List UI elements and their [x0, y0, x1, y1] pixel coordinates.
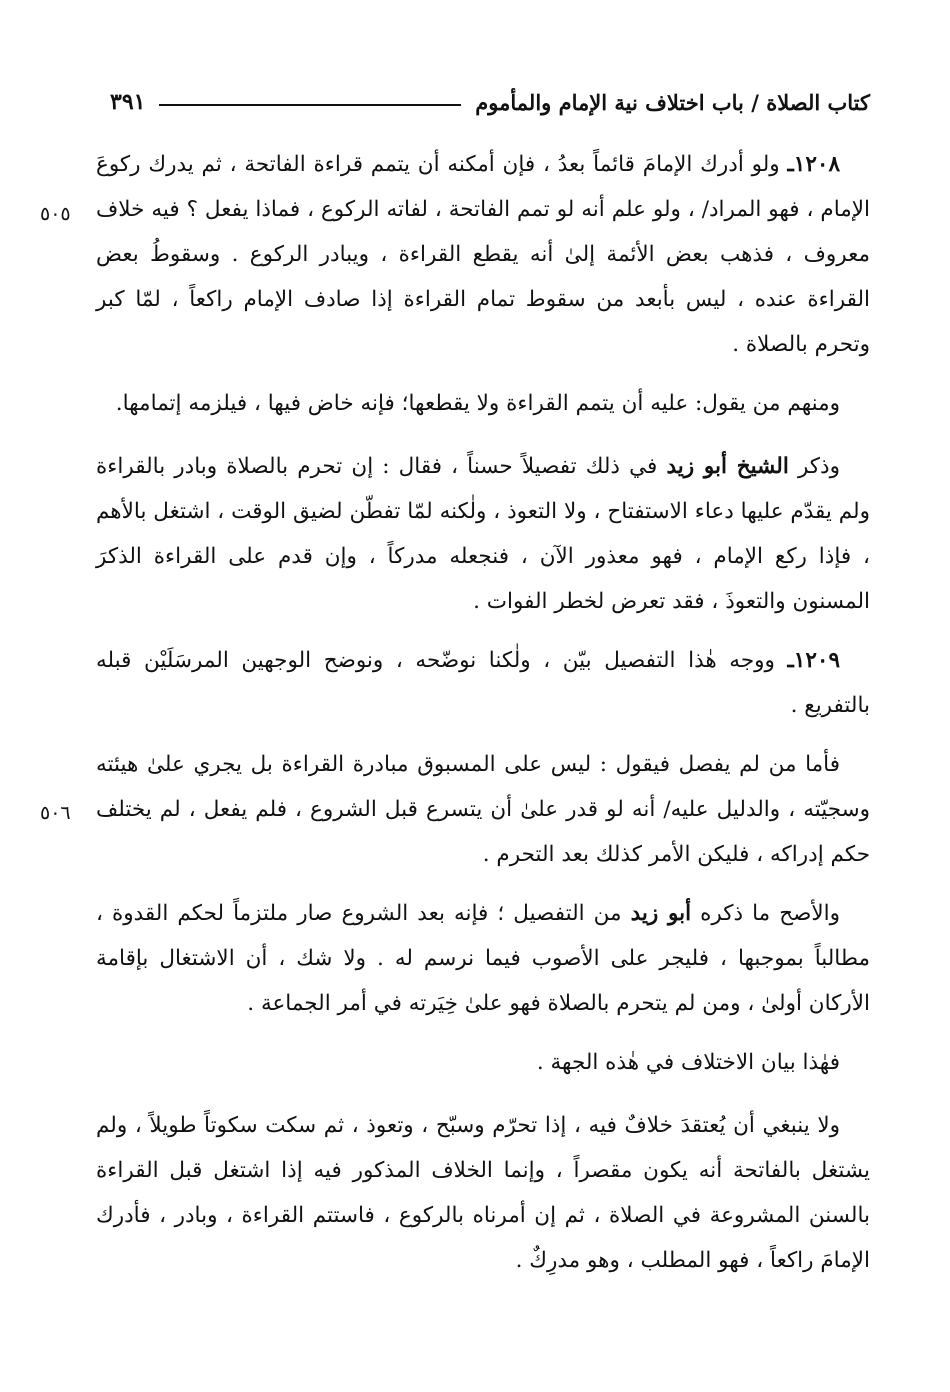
paragraph-1208 [96, 142, 870, 367]
scholar-name: أبو زيد [630, 901, 692, 926]
paragraph-1209 [96, 638, 870, 728]
header-rule [159, 104, 461, 106]
paragraph-final [96, 1103, 870, 1283]
paragraph-text: فأما من لم يفصل فيقول : ليس على المسبوق مبادرة القراءة بل يجري علىٰ هيئته وسجيّته ، والدليل عليه/ أنه لو قدر علىٰ أن يتسرع قبل الشروع ، فلم يفعل ، لم يختلف حكم إدراكه ، فليكن الأمر كذلك بعد التحرم . [96, 752, 870, 867]
margin-note-506: ٥٠٦ [40, 802, 71, 824]
paragraph-text: فهٰذا بيان الاختلاف في هٰذه الجهة . [536, 1050, 840, 1075]
scholar-name: الشيخ أبو زيد [666, 454, 789, 479]
paragraph-text: ولو أدرك الإمامَ قائماً بعدُ ، فإن أمكنه أن يتمم قراءة الفاتحة ، ثم يدرك ركوعَ الإمام ، فهو المراد/ ، ولو علم أنه لو تمم الفاتحة ، لفاته الركوع ، فماذا يفعل ؟ فيه خلاف معروف ، فذهب بعض الأئمة إلىٰ أنه يقطع القراءة ، ويبادر الركوع . وسقوطُ بعض القراءة عنده ، ليس بأبعد من سقوط تمام القراءة إذا صادف الإمام راكعاً ، لمّا كبر وتحرم بالصلاة . [96, 152, 870, 357]
paragraph-number: ١٢٠٨ـ [787, 152, 840, 177]
paragraph-abu-zayd-detail [96, 444, 870, 624]
margin-note-505: ٥٠٥ [40, 203, 71, 225]
header-title: كتاب الصلاة / باب اختلاف نية الإمام والمأموم [475, 89, 870, 115]
running-header [110, 82, 870, 122]
paragraph-summary [96, 1040, 870, 1085]
paragraph-text-pre: والأصح ما ذكره [691, 901, 840, 926]
paragraph-text: ومنهم من يقول: عليه أن يتمم القراءة ولا يقطعها؛ فإنه خاض فيها ، فيلزمه إتمامها. [115, 391, 840, 416]
paragraph-text: ووجه هٰذا التفصيل بيّن ، ولٰكنا نوضّحه ، ونوضح الوجهين المرسَلَيْن قبله بالتفريع . [96, 648, 870, 718]
paragraph-most-correct [96, 891, 870, 1026]
paragraph-no-detail-view [96, 742, 870, 877]
paragraph-text-pre: وذكر [788, 454, 840, 479]
page-body [96, 142, 870, 1297]
paragraph-second-view [96, 381, 870, 426]
paragraph-text: ولا ينبغي أن يُعتقدَ خلافٌ فيه ، إذا تحرّم وسبّح ، وتعوذ ، ثم سكت سكوتاً طويلاً ، ولم يشتغل بالفاتحة أنه يكون مقصراً ، وإنما الخلاف المذكور فيه إذا اشتغل قبل القراءة بالسنن المشروعة في الصلاة ، ثم إن أمرناه بالركوع ، فاستتم القراءة ، وبادر ، فأدرك الإمامَ راكعاً ، فهو المطلب ، وهو مدرِكٌ . [96, 1113, 870, 1273]
page-number: ٣٩١ [110, 89, 146, 115]
paragraph-text-post: في ذلك تفصيلاً حسناً ، فقال : إن تحرم بالصلاة وبادر بالقراءة ولم يقدّم عليها دعاء الاستفتاح ، ولا التعوذ ، ولٰكنه لمّا تفطّن لضيق الوقت ، اشتغل بالأهم ، فإذا ركع الإمام ، فهو معذور الآن ، فنجعله مدركاً ، وإن قدم على القراءة الذكرَ المسنون والتعوذَ ، فقد تعرض لخطر الفوات . [96, 454, 870, 614]
paragraph-number: ١٢٠٩ـ [787, 648, 840, 673]
paragraph-text-post: من التفصيل ؛ فإنه بعد الشروع صار ملتزماً لحكم القدوة ، مطالباً بموجبها ، فليجر على الأصوب فيما نرسم له . ولا شك ، أن الاشتغال بإقامة الأركان أولىٰ ، ومن لم يتحرم بالصلاة فهو علىٰ خِيَرته في أمر الجماعة . [96, 901, 870, 1016]
